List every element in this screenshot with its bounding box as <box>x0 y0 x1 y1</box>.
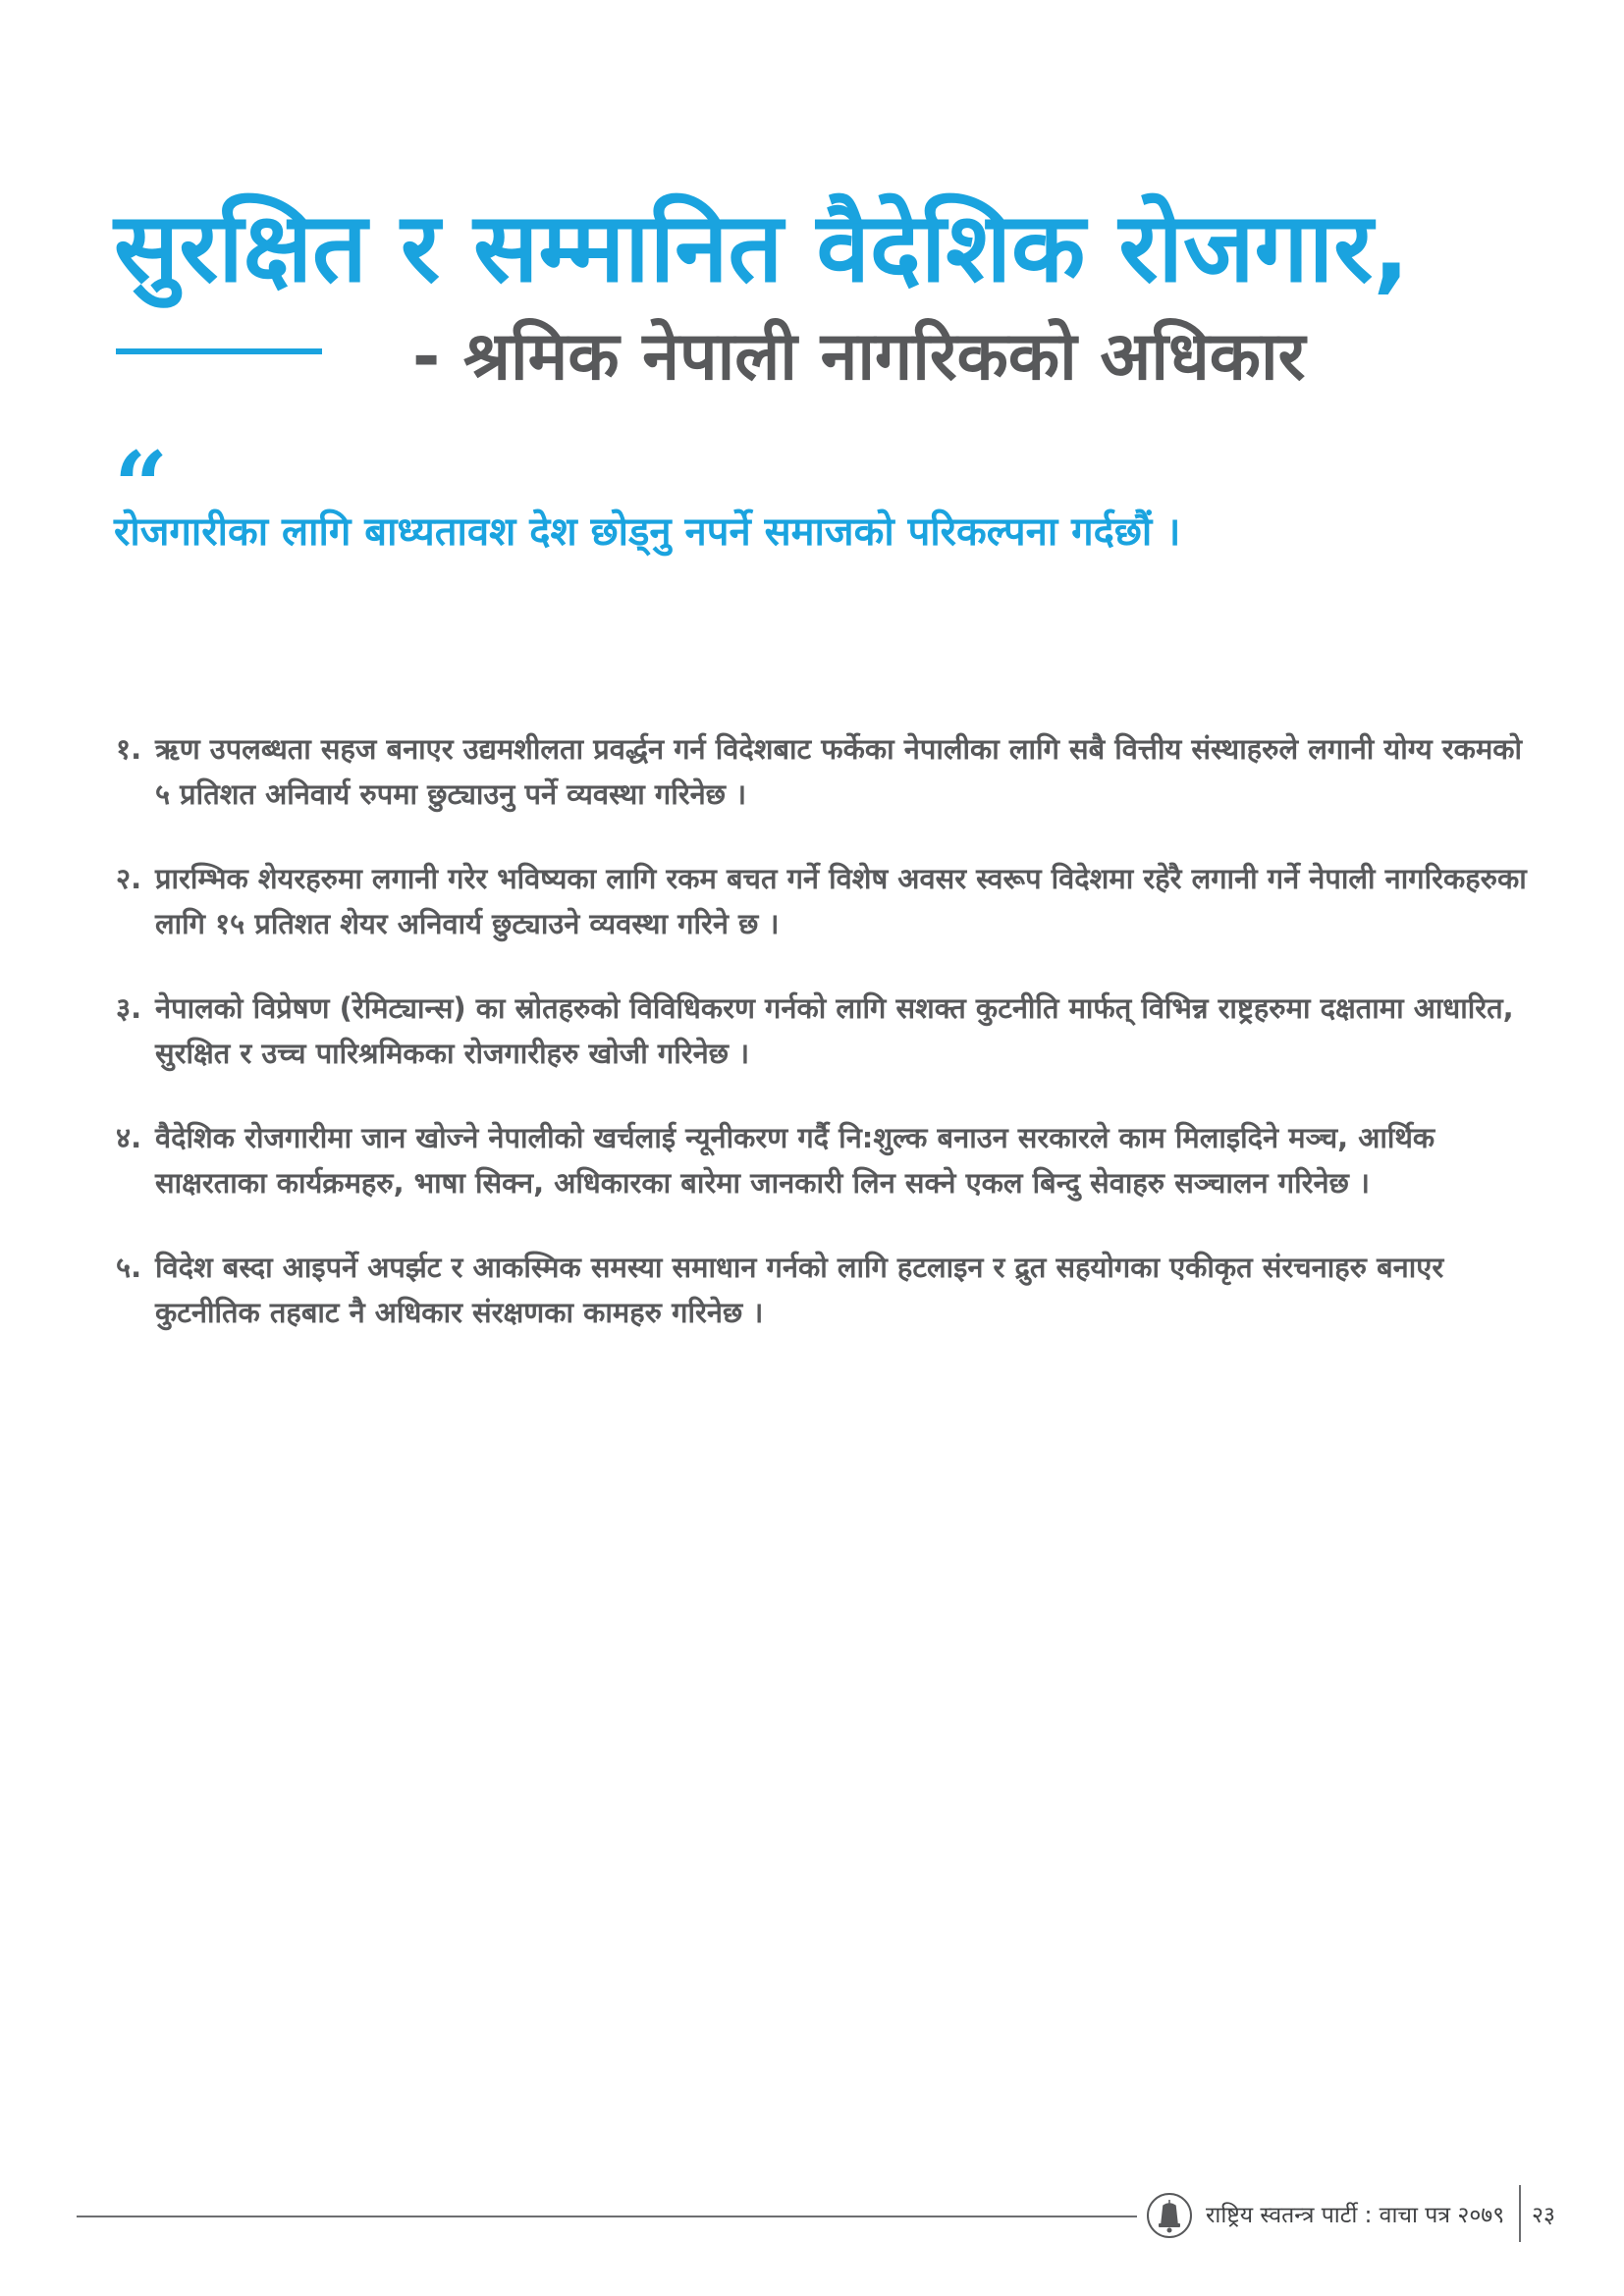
item-text: विदेश बस्दा आइपर्ने अपर्झट र आकस्मिक समस्या समाधान गर्नको लागि हटलाइन र द्रुत सहयोगका एकीकृत संरचनाहरु बनाएर कुटनीतिक तहबाट नै अधिकार संरक्षणका कामहरु गरिनेछ । <box>155 1251 1444 1329</box>
bell-icon <box>1145 2191 1194 2240</box>
footer-publication: राष्ट्रिय स्वतन्त्र पार्टी : वाचा पत्र २०७९ <box>1206 2203 1505 2228</box>
commitment-item-1 <box>116 726 1530 817</box>
page-number: २३ <box>1532 2203 1555 2228</box>
footer-rule <box>77 2216 1137 2217</box>
item-text: ऋण उपलब्धता सहज बनाएर उद्यमशीलता प्रवर्द्धन गर्न विदेशबाट फर्केका नेपालीका लागि सबै वित्तीय संस्थाहरुले लगानी योग्य रकमको ५ प्रतिशत अनिवार्य रुपमा छुट्याउनु पर्ने व्यवस्था गरिनेछ । <box>155 732 1523 811</box>
item-number: ४. <box>116 1121 142 1154</box>
commitment-item-5 <box>116 1245 1530 1335</box>
page-subtitle: - श्रमिक नेपाली नागरिकको अधिकार <box>412 318 1306 396</box>
item-number: २. <box>116 862 142 895</box>
footer-divider <box>1519 2185 1521 2242</box>
commitment-list <box>116 726 1530 1374</box>
page-title: सुरक्षित र सम्मानित वैदेशिक रोजगार, <box>114 192 1410 304</box>
quote-mark-icon: “ <box>114 431 169 542</box>
item-text: नेपालको विप्रेषण (रेमिट्यान्स) का स्रोतहरुको विविधिकरण गर्नको लागि सशक्त कुटनीति मार्फत् विभिन्न राष्ट्रहरुमा दक्षतामा आधारित, सुरक्षित र उच्च पारिश्रमिकका रोजगारीहरु खोजी गरिनेछ । <box>155 991 1514 1070</box>
item-number: १. <box>116 732 142 766</box>
commitment-item-3 <box>116 986 1530 1076</box>
item-text: वैदेशिक रोजगारीमा जान खोज्ने नेपालीको खर्चलाई न्यूनीकरण गर्दै नि:शुल्क बनाउन सरकारले काम मिलाइदिने मञ्च, आर्थिक साक्षरताका कार्यक्रमहरु, भाषा सिक्न, अधिकारका बारेमा जानकारी लिन सक्ने एकल बिन्दु सेवाहरु सञ्चालन गरिनेछ । <box>155 1121 1435 1200</box>
pull-quote: रोजगारीका लागि बाध्यतावश देश छोड्नु नपर्ने समाजको परिकल्पना गर्दछौं । <box>114 509 1181 555</box>
commitment-item-4 <box>116 1115 1530 1205</box>
item-number: ३. <box>116 991 142 1025</box>
item-text: प्रारम्भिक शेयरहरुमा लगानी गरेर भविष्यका लागि रकम बचत गर्ने विशेष अवसर स्वरूप विदेशमा रहेरै लगानी गर्ने नेपाली नागरिकहरुका लागि १५ प्रतिशत शेयर अनिवार्य छुट्याउने व्यवस्था गरिने छ । <box>155 862 1527 940</box>
title-accent-rule <box>116 348 322 354</box>
commitment-item-2 <box>116 856 1530 946</box>
item-number: ५. <box>116 1251 142 1284</box>
